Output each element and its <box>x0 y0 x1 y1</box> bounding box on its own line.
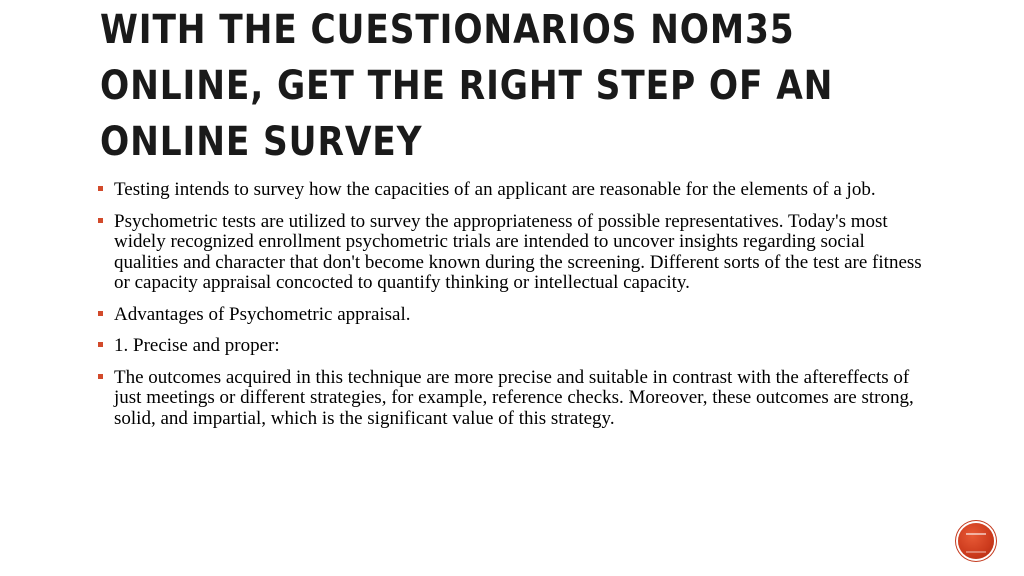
logo-mark-icon <box>966 533 986 553</box>
bullet-item <box>98 336 928 357</box>
bullet-text: 1. Precise and proper: <box>114 335 280 356</box>
bullet-item <box>98 212 928 294</box>
bullet-list <box>98 180 928 440</box>
bullet-text: Psychometric tests are utilized to survey the appropriateness of possible representatives. Today's most widely recognized enrollment psychometric trials are intended to uncover insights regarding social qualities and character that don't become known during the screening. Different sorts of the test are fitness or capacity appraisal concocted to quantify thinking or intellectual capacity. <box>114 210 922 293</box>
bullet-item <box>98 180 928 201</box>
bullet-square-icon <box>98 186 103 191</box>
presentation-logo-icon <box>958 523 994 559</box>
bullet-square-icon <box>98 342 103 347</box>
bullet-text: Advantages of Psychometric appraisal. <box>114 303 411 325</box>
bullet-square-icon <box>98 218 103 223</box>
bullet-item <box>98 305 928 326</box>
bullet-item <box>98 368 928 430</box>
bullet-square-icon <box>98 374 103 379</box>
slide-title: WITH THE CUESTIONARIOS NOM35 ONLINE, GET THE RIGHT STEP OF AN ONLINE SURVEY <box>100 7 834 165</box>
bullet-text: The outcomes acquired in this technique are more precise and suitable in contrast with the aftereffects of just meetings or different strategies, for example, reference checks. Moreover, these outcomes are strong, solid, and impartial, which is the significant value of this strategy. <box>114 366 914 429</box>
bullet-text: Testing intends to survey how the capacities of an applicant are reasonable for the elements of a job. <box>114 179 876 200</box>
bullet-square-icon <box>98 311 103 316</box>
